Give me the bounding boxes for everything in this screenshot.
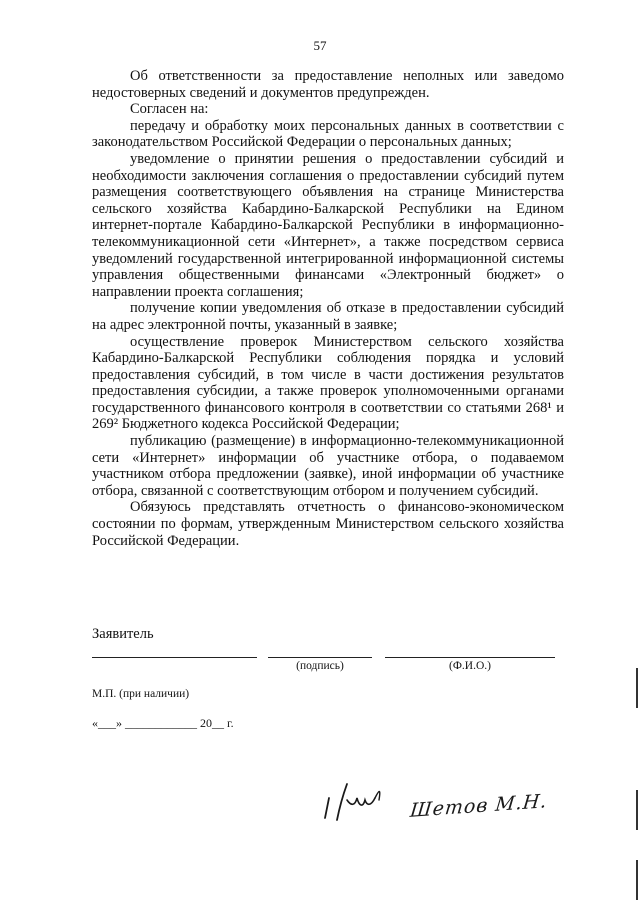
paragraph-consent-heading: Согласен на: bbox=[130, 101, 209, 118]
paragraph-notification: уведомление о принятии решения о предоставлении субсидий и необходимости заключения соглашения о предоставлении субсидий путем размещения соответствующего объявления на странице Министерства сельского хозяйства Кабардино-Балкарской Республики на Едином интернет-портале Кабардино-Балкарской Республики в информационно-телекоммуникационной сети «Интернет», а также посредством сервиса уведомлений государственной интегрированной информационной системы управления общественными финансами «Электронный бюджет» о направлении проекта соглашения; bbox=[92, 150, 564, 300]
date-line: «___» ____________ 20__ г. bbox=[92, 716, 234, 730]
signature-caption: (подпись) bbox=[296, 660, 344, 672]
paragraph-responsibility: Об ответственности за предоставление неполных или заведомо недостоверных сведений и документов предупрежден. bbox=[92, 68, 564, 101]
scan-edge-mark bbox=[636, 790, 638, 830]
name-caption: (Ф.И.О.) bbox=[449, 660, 491, 672]
name-line bbox=[385, 657, 555, 658]
document-body bbox=[92, 68, 564, 549]
page-number: 57 bbox=[313, 38, 327, 53]
paragraph-refusal-copy: получение копии уведомления об отказе в предоставлении субсидий на адрес электронной почты, указанный в заявке; bbox=[92, 300, 564, 333]
position-line bbox=[92, 657, 257, 658]
handwritten-name: Шетов М.Н. bbox=[409, 790, 549, 822]
paragraph-personal-data: передачу и обработку моих персональных данных в соответствии с законодательством Российской Федерации о персональных данных; bbox=[92, 117, 564, 151]
paragraph-publication: публикацию (размещение) в информационно-телекоммуникационной сети «Интернет» информации об участнике отбора, о подаваемом участником отбора предложении (заявке), иной информации об участнике отбора, связанной с соответствующим отбором и получением субсидий. bbox=[92, 433, 564, 499]
scan-edge-mark bbox=[636, 668, 638, 708]
paragraph-reporting: Обязуюсь представлять отчетность о финансово-экономическом состоянии по формам, утвержденным Министерством сельского хозяйства Российской Федерации. bbox=[92, 499, 564, 549]
paragraph-inspections: осуществление проверок Министерством сельского хозяйства Кабардино-Балкарской Республики соблюдения порядка и условий предоставления субсидий, в том числе в части достижения результатов предоставления субсидии, а также проверок уполномоченными органами государственного финансового контроля в соответствии со статьями 268¹ и 269² Бюджетного кодекса Российской Федерации; bbox=[92, 333, 564, 433]
applicant-label: Заявитель bbox=[92, 626, 154, 642]
scan-edge-mark bbox=[636, 860, 638, 900]
stamp-note: М.П. (при наличии) bbox=[92, 688, 190, 700]
signature-line bbox=[268, 657, 372, 658]
